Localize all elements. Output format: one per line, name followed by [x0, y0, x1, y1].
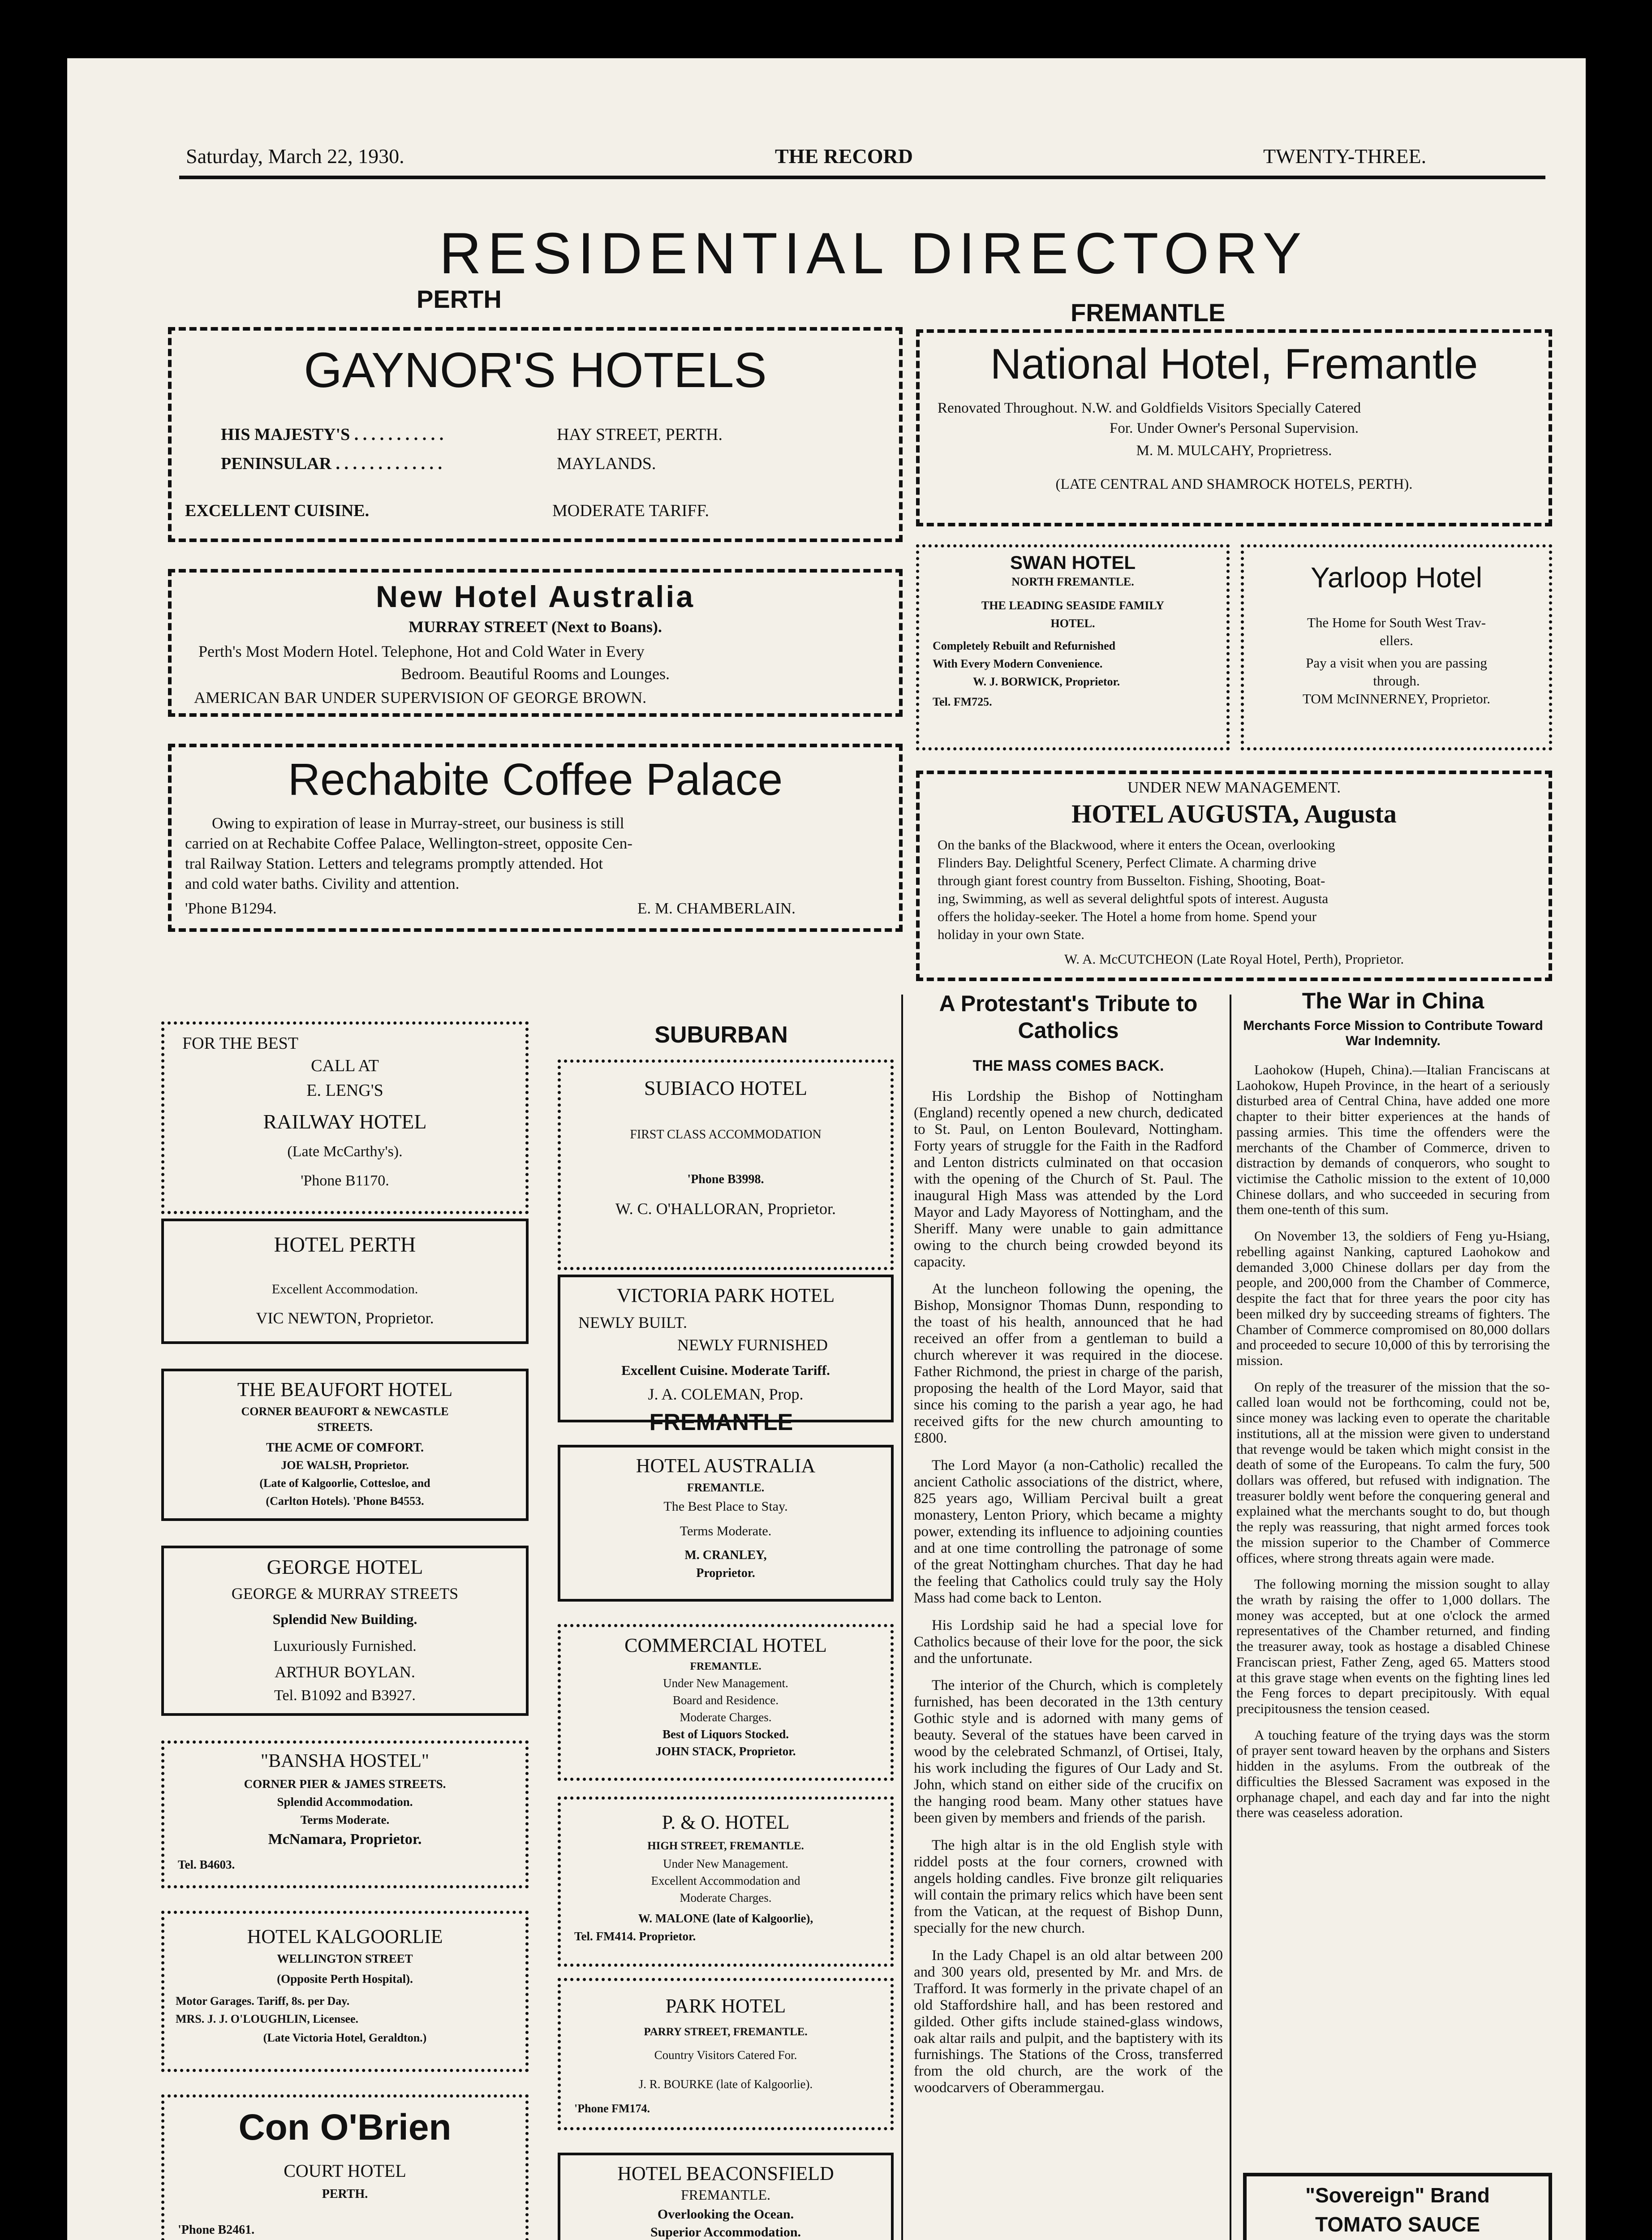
yarloop-l5: TOM McINNERNEY, Proprietor.	[1302, 691, 1491, 706]
gaynors-row2-right: MAYLANDS.	[557, 454, 656, 473]
bansha-l1: CORNER PIER & JAMES STREETS.	[244, 1777, 446, 1791]
conobrien-l2: PERTH.	[322, 2187, 368, 2201]
rechabite-owner: E. M. CHAMBERLAIN.	[637, 900, 796, 917]
railway-l4: (Late McCarthy's).	[287, 1143, 403, 1160]
commercial-l6: JOHN STACK, Proprietor.	[655, 1745, 796, 1758]
ad-commercial-hotel	[558, 1624, 894, 1781]
george-l5: Tel. B1092 and B3927.	[274, 1687, 416, 1704]
po-l4: Moderate Charges.	[680, 1891, 772, 1904]
victoria-park-name: VICTORIA PARK HOTEL	[616, 1284, 835, 1306]
article-protestant-tribute	[914, 990, 1223, 2240]
hotel-australia-l2: The Best Place to Stay.	[663, 1499, 788, 1514]
page-number: TWENTY-THREE.	[1263, 145, 1427, 168]
yarloop-l4: through.	[1373, 673, 1420, 689]
china-para: A touching feature of the trying days was the storm of prayer sent toward heaven by the orphans and Sisters hidden in the asylums. From the outbreak of the difficulties the Blessed Sacrament was exposed in the orphanage chapel, and each day and far into the night there was ceaseless adoration.	[1236, 1727, 1550, 1821]
ad-subiaco-hotel	[558, 1060, 894, 1270]
augusta-l6: holiday in your own State.	[938, 926, 1085, 942]
beaufort-l5: (Late of Kalgoorlie, Cottesloe, and	[259, 1477, 430, 1490]
gaynors-row1-left: HIS MAJESTY'S . . . . . . . . . . .	[221, 425, 444, 444]
china-subhead: Merchants Force Mission to Contribute Toward War Indemnity.	[1243, 1018, 1543, 1048]
po-l2: Under New Management.	[663, 1857, 788, 1870]
hotel-australia-l4: M. CRANLEY,	[684, 1548, 767, 1562]
china-para: Laohokow (Hupeh, China).—Italian Franciscans at Laohokow, Hupeh Province, in the heart of a seriously disturbed area of Central China, have added one more chapter to their bitter experiences at the hands of passing armies. This time the offenders were the merchants of the Chamber of Commerce, driven to distraction by demands of conquerors, who sought to victimise the Catholic mission to the extent of 10,000 Chinese dollars, and who succeeded in securing from them one-tenth of this sum.	[1236, 1062, 1550, 1218]
section-fremantle-suburban: FREMANTLE	[649, 1409, 793, 1435]
section-fremantle: FREMANTLE	[1071, 298, 1226, 327]
conobrien-l3: 'Phone B2461.	[178, 2223, 255, 2237]
park-l1: PARRY STREET, FREMANTLE.	[644, 2026, 808, 2038]
ad-hotel-beaconsfield	[558, 2153, 894, 2240]
ad-con-obrien	[161, 2094, 529, 2240]
kalgoorlie-l5: (Late Victoria Hotel, Geraldton.)	[263, 2031, 427, 2044]
protestant-subhead: THE MASS COMES BACK.	[972, 1057, 1164, 1074]
commercial-name: COMMERCIAL HOTEL	[624, 1634, 827, 1656]
hotel-australia-l5: Proprietor.	[696, 1566, 755, 1580]
bansha-l5: Tel. B4603.	[178, 1858, 235, 1871]
beaconsfield-l1: FREMANTLE.	[681, 2187, 770, 2203]
national-name: National Hotel, Fremantle	[990, 340, 1478, 388]
ad-sovereign-brand	[1243, 2173, 1552, 2240]
swan-name: SWAN HOTEL	[1010, 552, 1136, 573]
railway-l1: FOR THE BEST	[182, 1034, 299, 1053]
beaufort-name: THE BEAUFORT HOTEL	[237, 1378, 453, 1400]
protestant-para: The high altar is in the old English style with riddel posts at the four corners, crowned with angels holding candles. Five bronze gilt reliquaries will contain the primary relics which have been sent from the Vatican, at the request of Bishop Dunn, specially for the new church.	[914, 1837, 1223, 1936]
augusta-l7: W. A. McCUTCHEON (Late Royal Hotel, Perth), Proprietor.	[1064, 951, 1404, 967]
po-name: P. & O. HOTEL	[662, 1811, 790, 1833]
po-l1: HIGH STREET, FREMANTLE.	[647, 1840, 804, 1852]
victoria-park-l2: NEWLY FURNISHED	[677, 1336, 828, 1354]
subiaco-l3: W. C. O'HALLORAN, Proprietor.	[615, 1200, 836, 1218]
commercial-l1: FREMANTLE.	[690, 1661, 761, 1672]
railway-l3: E. LENG'S	[306, 1081, 383, 1100]
beaconsfield-l2: Overlooking the Ocean.	[657, 2207, 794, 2222]
new-australia-line3: AMERICAN BAR UNDER SUPERVISION OF GEORGE BROWN.	[194, 689, 647, 706]
george-l3: Luxuriously Furnished.	[273, 1638, 417, 1654]
rechabite-line1: Owing to expiration of lease in Murray-street, our business is still	[212, 814, 624, 832]
issue-date: Saturday, March 22, 1930.	[186, 145, 404, 168]
hotel-perth-l2: VIC NEWTON, Proprietor.	[256, 1309, 434, 1327]
swan-l5: With Every Modern Convenience.	[933, 657, 1103, 670]
conobrien-name: Con O'Brien	[238, 2107, 452, 2148]
ad-yarloop-hotel	[1241, 544, 1552, 750]
swan-l3: HOTEL.	[1050, 617, 1095, 630]
bansha-l4: McNamara, Proprietor.	[268, 1831, 422, 1848]
ad-hotel-kalgoorlie	[161, 1911, 529, 2072]
yarloop-l1: The Home for South West Trav-	[1307, 615, 1486, 630]
beaufort-l3: THE ACME OF COMFORT.	[266, 1441, 424, 1455]
protestant-para: At the luncheon following the opening, the Bishop, Monsignor Thomas Dunn, responding to the toast of his health, announced that he had received an offer from a gentleman to build a church wherever it was required in the diocese. Father Richmond, the priest in charge of the parish, proposing the health of the Lord Mayor, said that since his coming to the parish a year ago, he had received gifts for the new church amounting to £800.	[914, 1281, 1223, 1447]
national-line2: For. Under Owner's Personal Supervision.	[1110, 420, 1359, 436]
hotel-perth-name: HOTEL PERTH	[274, 1233, 416, 1257]
ad-rechabite-coffee-palace	[168, 744, 903, 932]
newspaper-page	[67, 58, 1586, 2240]
column-rule	[901, 995, 903, 2240]
po-l6: Tel. FM414. Proprietor.	[574, 1930, 696, 1943]
park-name: PARK HOTEL	[665, 1995, 786, 2017]
george-name: GEORGE HOTEL	[267, 1555, 423, 1578]
beaufort-l6: (Carlton Hotels). 'Phone B4553.	[266, 1495, 424, 1508]
protestant-headline: A Protestant's Tribute to Catholics	[939, 991, 1198, 1043]
ad-gaynors-hotels	[168, 327, 903, 542]
masthead-rule	[179, 176, 1545, 179]
hotel-australia-l1: FREMANTLE.	[687, 1481, 765, 1494]
rechabite-name: Rechabite Coffee Palace	[288, 754, 783, 805]
sovereign-l2: TOMATO SAUCE	[1315, 2213, 1480, 2236]
gaynors-foot-left: EXCELLENT CUISINE.	[185, 501, 370, 520]
paper-name: THE RECORD	[775, 145, 913, 168]
new-australia-line1: Perth's Most Modern Hotel. Telephone, Hot and Cold Water in Every	[198, 642, 645, 660]
protestant-para: The interior of the Church, which is completely furnished, has been decorated in the 13th century Gothic style and is adorned with many gems of beauty. Several of the statues have been carved in wood by the celebrated Schmanzl, of Ortisei, Italy, his work including the figures of Our Lady and St. John, which stand on either side of the crucifix on the hanging rood beam. Many other statues have been given by members and friends of the parish.	[914, 1677, 1223, 1826]
commercial-l3: Board and Residence.	[672, 1693, 779, 1707]
ad-po-hotel	[558, 1796, 894, 1967]
page-title: RESIDENTIAL DIRECTORY	[439, 220, 1308, 286]
section-suburban: SUBURBAN	[654, 1022, 788, 1048]
po-l3: Excellent Accommodation and	[651, 1874, 800, 1887]
china-para: On reply of the treasurer of the mission that the so-called loan would not be forthcoming, could not be, since money was lacking even to operate the charitable institutions, all at the mission were given to understand that revenge would be taken which might consist in the death of some of the Europeans. To calm the fury, 500 dollars was offered, but refused with indignation. The treasurer boldly went before the conquering general and explained what the merchants sought to do, but though the reply was reassuring, that night armed forces took the mission superior to the Chamber of Commerce offices, where strong threats again were made.	[1236, 1378, 1550, 1566]
beaufort-l1: CORNER BEAUFORT & NEWCASTLE	[241, 1405, 449, 1418]
railway-name: RAILWAY HOTEL	[263, 1110, 427, 1133]
yarloop-l3: Pay a visit when you are passing	[1306, 655, 1487, 671]
augusta-l4: ing, Swimming, as well as several delightful spots of interest. Augusta	[938, 891, 1329, 906]
ad-swan-hotel	[916, 544, 1230, 750]
victoria-park-l3: Excellent Cuisine. Moderate Tariff.	[621, 1362, 830, 1378]
gaynors-row1-right: HAY STREET, PERTH.	[557, 425, 723, 444]
po-l5: W. MALONE (late of Kalgoorlie),	[638, 1912, 813, 1925]
swan-l1: NORTH FREMANTLE.	[1011, 575, 1134, 588]
commercial-l2: Under New Management.	[663, 1676, 788, 1690]
swan-l7: Tel. FM725.	[933, 695, 992, 708]
beaconsfield-l3: Superior Accommodation.	[650, 2225, 801, 2240]
kalgoorlie-l4: MRS. J. J. O'LOUGHLIN, Licensee.	[176, 2012, 359, 2025]
kalgoorlie-l2: (Opposite Perth Hospital).	[277, 1972, 413, 1986]
augusta-l2: Flinders Bay. Delightful Scenery, Perfect Climate. A charming drive	[938, 855, 1316, 870]
george-l1: GEORGE & MURRAY STREETS	[231, 1585, 459, 1602]
protestant-para: In the Lady Chapel is an old altar between 200 and 300 years old, presented by Mr. and Mrs. de Trafford. It was formerly in the private chapel of an old Staffordshire hall, and has been restored and gilded. Other gifts include stained-glass windows, oak altar rails and pulpit, and the baptistery with its furnishings. The Stations of the Cross, transferred from the old church, are the work of the woodcarvers of Oberammergau.	[914, 1947, 1223, 2096]
ad-hotel-australia	[558, 1445, 894, 1602]
china-para: On November 13, the soldiers of Feng yu-Hsiang, rebelling against Nanking, captured Laohokow and demanded 3,000 Chinese dollars per day from the people, and 200,000 from the Chamber of Commerce, despite the fact that for three years the poor city has been milked dry by succeeding streams of fighters. The Chamber of Commerce compromised on 80,000 dollars and proceeded to secure 10,000 of this by terrorising the mission.	[1236, 1228, 1550, 1368]
park-l4: 'Phone FM174.	[574, 2102, 650, 2115]
beaconsfield-name: HOTEL BEACONSFIELD	[617, 2162, 834, 2184]
rechabite-line4: and cold water baths. Civility and attention.	[185, 875, 460, 892]
commercial-l5: Best of Liquors Stocked.	[662, 1727, 789, 1741]
ad-new-hotel-australia	[168, 569, 903, 717]
new-australia-name: New Hotel Australia	[375, 580, 695, 614]
new-australia-street: MURRAY STREET (Next to Boans).	[409, 618, 662, 636]
yarloop-name: Yarloop Hotel	[1310, 561, 1483, 594]
national-line1: Renovated Throughout. N.W. and Goldfields Visitors Specially Catered	[938, 400, 1361, 416]
ad-bansha-hostel	[161, 1740, 529, 1888]
gaynors-name: GAYNOR'S HOTELS	[304, 343, 767, 398]
subiaco-l2: 'Phone B3998.	[687, 1172, 764, 1186]
hotel-perth-l1: Excellent Accommodation.	[271, 1282, 418, 1297]
new-australia-line2: Bedroom. Beautiful Rooms and Lounges.	[401, 665, 670, 683]
column-rule	[1230, 995, 1231, 2240]
ad-national-hotel	[916, 329, 1552, 526]
augusta-l5: offers the holiday-seeker. The Hotel a home from home. Spend your	[938, 909, 1316, 924]
beaufort-l4: JOE WALSH, Proprietor.	[281, 1459, 409, 1472]
hotel-australia-name: HOTEL AUSTRALIA	[636, 1455, 816, 1477]
swan-l6: W. J. BORWICK, Proprietor.	[973, 675, 1120, 688]
swan-l2: THE LEADING SEASIDE FAMILY	[981, 599, 1165, 612]
ad-george-hotel	[161, 1546, 529, 1716]
ad-railway-hotel	[161, 1021, 529, 1214]
sovereign-l1: "Sovereign" Brand	[1305, 2184, 1490, 2207]
china-headline: The War in China	[1302, 988, 1484, 1013]
ad-hotel-perth	[161, 1219, 529, 1344]
kalgoorlie-l1: WELLINGTON STREET	[277, 1952, 413, 1965]
railway-phone: 'Phone B1170.	[301, 1172, 389, 1189]
victoria-park-l1: NEWLY BUILT.	[578, 1314, 688, 1331]
hotel-australia-l3: Terms Moderate.	[680, 1524, 772, 1538]
section-perth: PERTH	[417, 285, 502, 313]
ad-hotel-augusta	[916, 771, 1552, 981]
protestant-para: The Lord Mayor (a non-Catholic) recalled the ancient Catholic associations of the district, where, 825 years ago, William Percival built a great monastery, Lenton Priory, which became a mighty power, extending its influence to adjoining counties and at one time controlling the patronage of some of the great Nottingham churches. That day he had the feeling that Catholics could truly say the Holy Mass had come back to Lenton.	[914, 1457, 1223, 1606]
protestant-para: His Lordship the Bishop of Nottingham (England) recently opened a new church, dedicated to St. Paul, on Lenton Boulevard, Nottingham. Forty years of struggle for the Faith in the Radford and Lenton districts culminated on that occasion with the opening of the Church of St. Paul. The inaugural High Mass was attended by the Lord Mayor and Lady Mayoress of Nottingham, and the Sheriff. Many were unable to gain admittance owing to the church being crowded beyond its capacity.	[914, 1088, 1223, 1270]
commercial-l4: Moderate Charges.	[680, 1710, 772, 1724]
augusta-l3: through giant forest country from Busselton. Fishing, Shooting, Boat-	[938, 873, 1325, 888]
augusta-l1: On the banks of the Blackwood, where it enters the Ocean, overlooking	[938, 837, 1335, 853]
china-para: The following morning the mission sought to allay the wrath by raising the offer to 1,000 dollars. The money was accepted, but at one o'clock the armed representatives of the Chamber returned, and finding the treasurer away, took as hostage a disabled Chinese Franciscan priest, Father Zeng, aged 65. Matters stood at this grave stage when events on the fighting lines led the Feng forces to depart precipitously. With equal precipitousness the tension ceased.	[1236, 1576, 1550, 1717]
swan-l4: Completely Rebuilt and Refurnished	[933, 639, 1116, 652]
national-line3: M. M. MULCAHY, Proprietress.	[1136, 443, 1332, 459]
subiaco-name: SUBIACO HOTEL	[644, 1077, 808, 1099]
bansha-l2: Splendid Accommodation.	[277, 1795, 413, 1809]
article-war-in-china	[1236, 988, 1550, 2162]
ad-victoria-park-hotel	[558, 1275, 894, 1422]
bansha-name: "BANSHA HOSTEL"	[260, 1751, 430, 1771]
rechabite-phone: 'Phone B1294.	[185, 900, 277, 917]
park-l3: J. R. BOURKE (late of Kalgoorlie).	[638, 2077, 813, 2091]
ad-beaufort-hotel	[161, 1369, 529, 1521]
yarloop-l2: ellers.	[1380, 633, 1413, 648]
george-l2: Splendid New Building.	[272, 1611, 417, 1627]
kalgoorlie-l3: Motor Garages. Tariff, 8s. per Day.	[176, 1994, 350, 2007]
gaynors-row2-left: PENINSULAR . . . . . . . . . . . . .	[221, 454, 443, 473]
beaufort-l2: STREETS.	[317, 1421, 373, 1434]
kalgoorlie-name: HOTEL KALGOORLIE	[247, 1926, 443, 1947]
protestant-para: His Lordship said he had a special love for Catholics because of their love for the poor, the sick and the unfortunate.	[914, 1617, 1223, 1667]
rechabite-line2: carried on at Rechabite Coffee Palace, Wellington-street, opposite Cen-	[185, 835, 632, 852]
subiaco-l1: FIRST CLASS ACCOMMODATION	[630, 1128, 822, 1142]
park-l2: Country Visitors Catered For.	[654, 2048, 797, 2062]
rechabite-line3: tral Railway Station. Letters and telegrams promptly attended. Hot	[185, 855, 603, 872]
augusta-name: HOTEL AUGUSTA, Augusta	[1071, 799, 1397, 828]
ad-park-hotel	[558, 1978, 894, 2130]
george-l4: ARTHUR BOYLAN.	[275, 1663, 415, 1681]
railway-l2: CALL AT	[311, 1056, 379, 1075]
gaynors-foot-right: MODERATE TARIFF.	[552, 501, 710, 520]
conobrien-l1: COURT HOTEL	[284, 2161, 406, 2181]
augusta-top: UNDER NEW MANAGEMENT.	[1127, 779, 1341, 796]
victoria-park-l4: J. A. COLEMAN, Prop.	[648, 1385, 804, 1403]
bansha-l3: Terms Moderate.	[300, 1813, 390, 1826]
national-line4: (LATE CENTRAL AND SHAMROCK HOTELS, PERTH).	[1055, 476, 1413, 492]
